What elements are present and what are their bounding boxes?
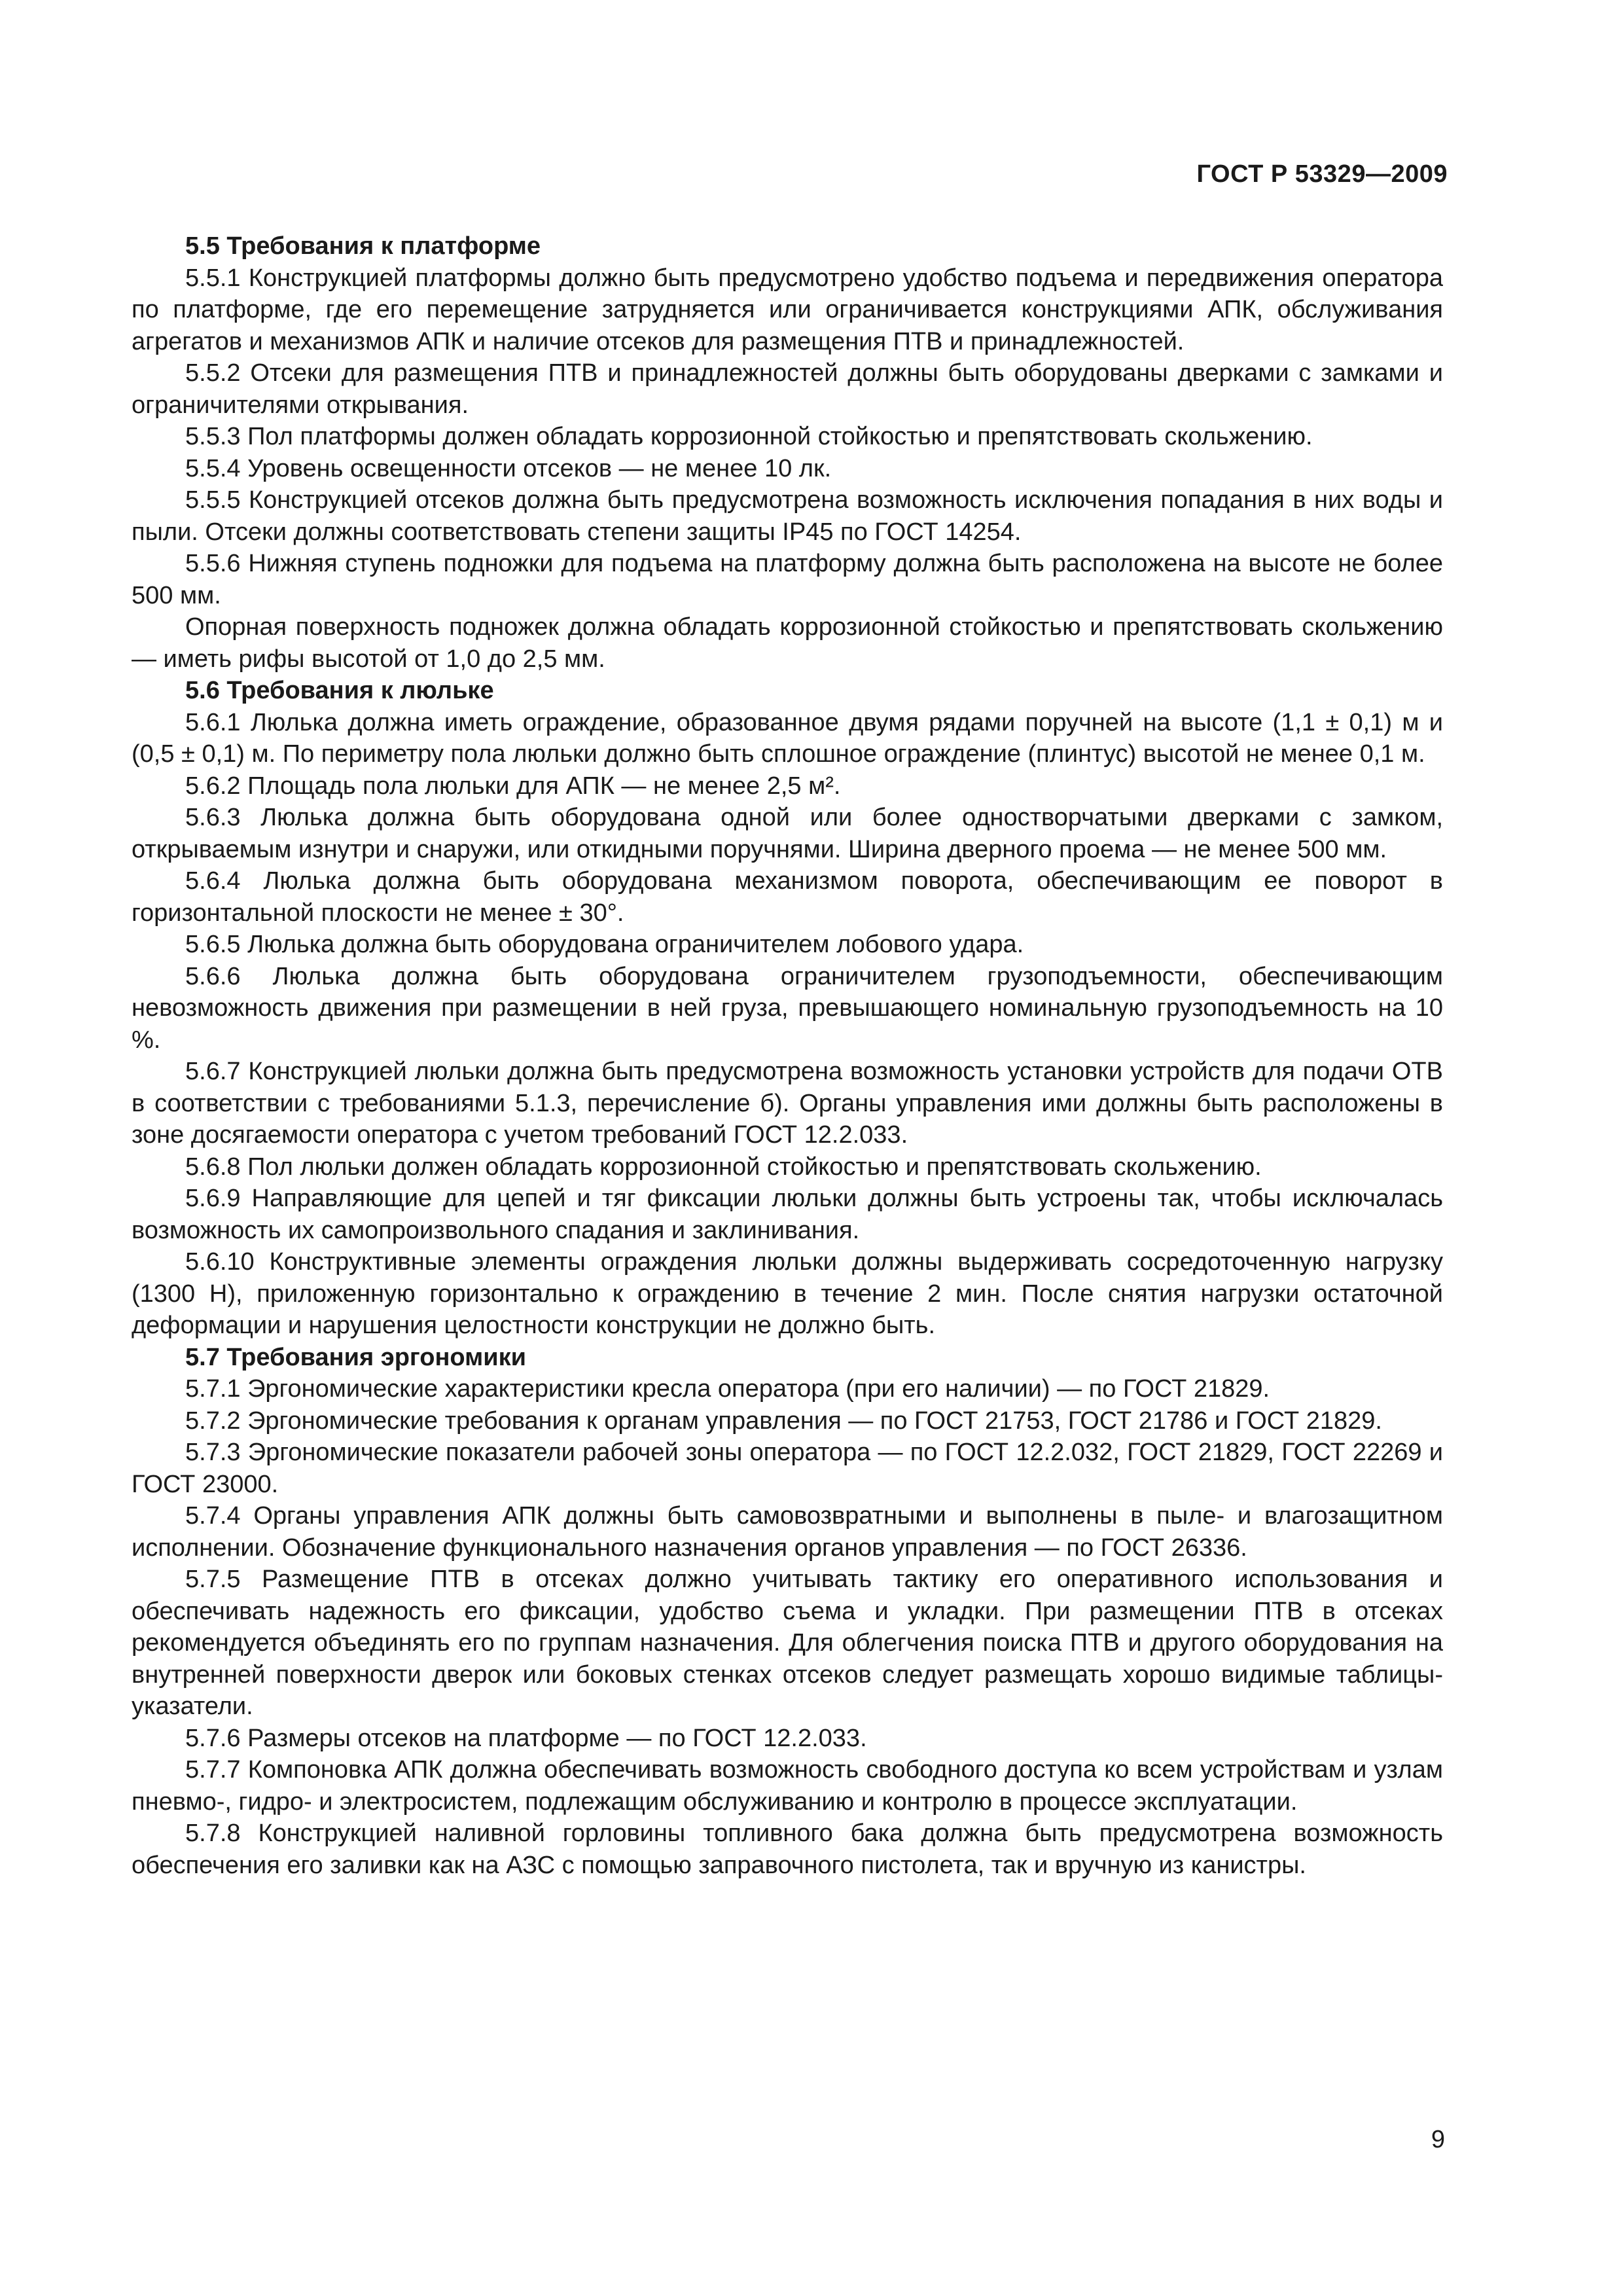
paragraph: 5.6.1 Люлька должна иметь ограждение, образованное двумя рядами поручней на высоте (1,1 ± 0,1) м и (0,5 ± 0,1) м. По периметру пола люльки должно быть сплошное ограждение (плинтус) высотой не менее 0,1 м. (132, 708, 1443, 768)
paragraph: 5.6.8 Пол люльки должен обладать коррозионной стойкостью и препятствовать скольжению. (185, 1153, 1262, 1181)
paragraph: 5.7.7 Компоновка АПК должна обеспечивать возможность свободного доступа ко всем устройствам и узлам пневмо-, гидро- и электросистем, подлежащим обслуживанию и контролю в процессе эксплуатации. (132, 1756, 1443, 1816)
paragraph: 5.6.10 Конструктивные элементы ограждения люльки должны выдерживать сосредоточенную нагрузку (1300 Н), приложенную горизонтально к ограждению в течение 2 мин. После снятия нагрузки остаточной деформации и нарушения целостности конструкции не должно быть. (132, 1248, 1443, 1339)
paragraph: 5.5.1 Конструкцией платформы должно быть предусмотрено удобство подъема и передвижения оператора по платформе, где его перемещение затрудняется или ограничивается конструкциями АПК, обслуживания агрегатов и механизмов АПК и наличие отсеков для размещения ПТВ и принадлежностей. (132, 264, 1443, 355)
section-heading: 5.6 Требования к люльке (185, 677, 494, 704)
paragraph: 5.7.5 Размещение ПТВ в отсеках должно учитывать тактику его оперативного использования и обеспечивать надежность его фиксации, удобство съема и укладки. При размещении ПТВ в отсеках рекомендуется объединять его по группам назначения. Для облегчения поиска ПТВ и другого оборудования на внутренней поверхности дверок или боковых стенках отсеков следует размещать хорошо видимые таблицы-указатели. (132, 1566, 1443, 1720)
paragraph: 5.6.5 Люлька должна быть оборудована ограничителем лобового удара. (185, 931, 1024, 958)
paragraph: 5.5.4 Уровень освещенности отсеков — не менее 10 лк. (185, 454, 832, 482)
paragraph: 5.7.1 Эргономические характеристики кресла оператора (при его наличии) — по ГОСТ 21829. (185, 1375, 1270, 1403)
paragraph: 5.6.2 Площадь пола люльки для АПК — не менее 2,5 м². (185, 772, 841, 800)
section-heading: 5.5 Требования к платформе (185, 232, 541, 260)
paragraph: 5.5.6 Нижняя ступень подножки для подъема на платформу должна быть расположена на высоте не более 500 мм. (132, 550, 1443, 609)
paragraph: 5.6.6 Люлька должна быть оборудована ограничителем грузоподъемности, обеспечивающим невозможность движения при размещении в ней груза, превышающего номинальную грузоподъемность на 10 %. (132, 962, 1443, 1054)
document-body (132, 230, 1443, 1881)
paragraph: 5.7.3 Эргономические показатели рабочей зоны оператора — по ГОСТ 12.2.032, ГОСТ 21829, ГОСТ 22269 и ГОСТ 23000. (132, 1439, 1443, 1498)
paragraph: 5.6.7 Конструкцией люльки должна быть предусмотрена возможность установки устройств для подачи ОТВ в соответствии с требованиями 5.1.3, перечисление б). Органы управления ими должны быть расположены в зоне досягаемости оператора с учетом требований ГОСТ 12.2.033. (132, 1058, 1443, 1149)
section-heading: 5.7 Требования эргономики (185, 1343, 526, 1371)
paragraph: 5.5.2 Отсеки для размещения ПТВ и принадлежностей должны быть оборудованы дверками с замками и ограничителями открывания. (132, 359, 1443, 419)
paragraph: 5.7.6 Размеры отсеков на платформе — по ГОСТ 12.2.033. (185, 1724, 867, 1752)
paragraph: Опорная поверхность подножек должна обладать коррозионной стойкостью и препятствовать скольжению — иметь рифы высотой от 1,0 до 2,5 мм. (132, 613, 1443, 673)
paragraph: 5.6.9 Направляющие для цепей и тяг фиксации люльки должны быть устроены так, чтобы исключалась возможность их самопроизвольного спадания и заклинивания. (132, 1185, 1443, 1244)
page-number: 9 (1431, 2126, 1445, 2153)
paragraph: 5.7.4 Органы управления АПК должны быть самовозвратными и выполнены в пыле- и влагозащитном исполнении. Обозначение функционального назначения органов управления — по ГОСТ 26336. (132, 1502, 1443, 1562)
paragraph: 5.6.4 Люлька должна быть оборудована механизмом поворота, обеспечивающим ее поворот в горизонтальной плоскости не менее ± 30°. (132, 867, 1443, 927)
standard-designation: ГОСТ Р 53329—2009 (1196, 160, 1448, 188)
paragraph: 5.6.3 Люлька должна быть оборудована одной или более одностворчатыми дверками с замком, открываемым изнутри и снаружи, или откидными поручнями. Ширина дверного проема — не менее 500 мм. (132, 804, 1443, 863)
paragraph: 5.5.3 Пол платформы должен обладать коррозионной стойкостью и препятствовать скольжению. (185, 423, 1313, 450)
paragraph: 5.5.5 Конструкцией отсеков должна быть предусмотрена возможность исключения попадания в них воды и пыли. Отсеки должны соответствовать степени защиты IP45 по ГОСТ 14254. (132, 486, 1443, 546)
paragraph: 5.7.2 Эргономические требования к органам управления — по ГОСТ 21753, ГОСТ 21786 и ГОСТ 21829. (185, 1407, 1382, 1435)
paragraph: 5.7.8 Конструкцией наливной горловины топливного бака должна быть предусмотрена возможность обеспечения его заливки как на АЗС с помощью заправочного пистолета, так и вручную из канистры. (132, 1820, 1443, 1879)
